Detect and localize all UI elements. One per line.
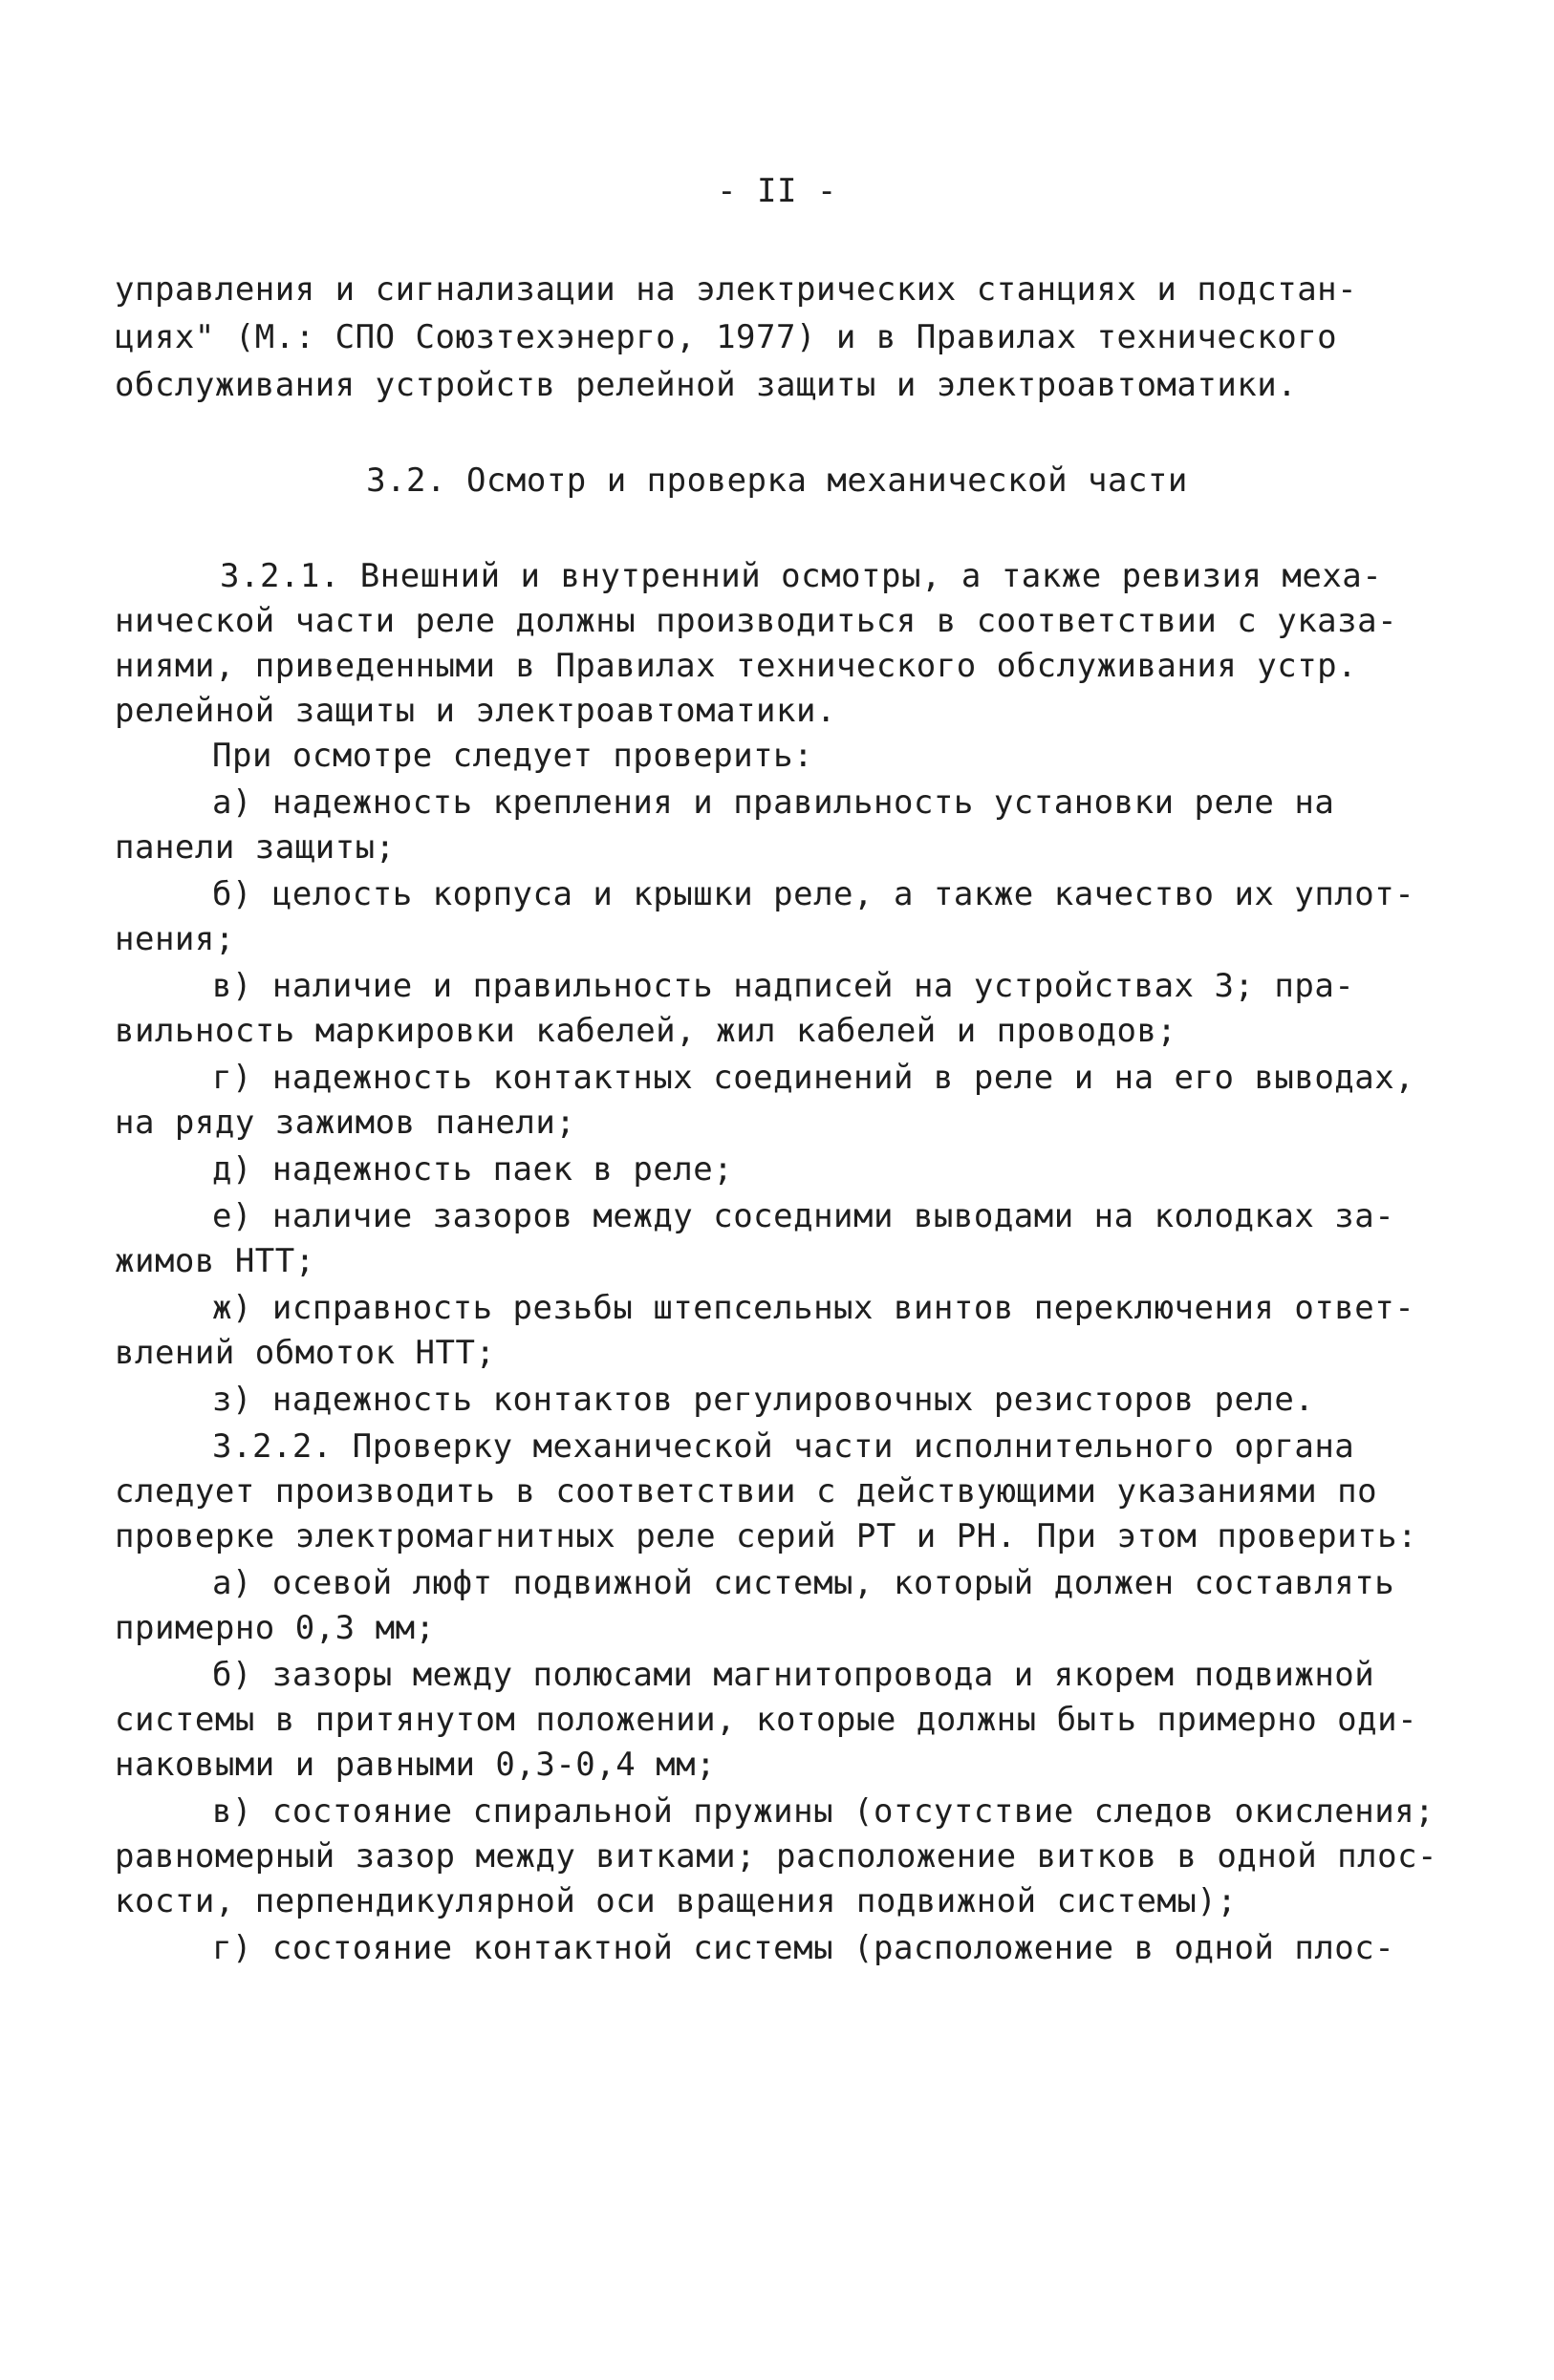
check-item-b-cont-2: наковыми и равными 0,3-0,4 мм;	[115, 1746, 717, 1784]
inspection-item-v-cont: вильность маркировки кабелей, жил кабелей и проводов;	[115, 1012, 1177, 1050]
inspection-item-b-cont: нения;	[115, 920, 235, 958]
inspection-item-v: в) наличие и правильность надписей на устройствах 3; пра-	[212, 967, 1355, 1005]
clause-321-line-3: ниями, приведенными в Правилах технического обслуживания устр.	[115, 647, 1358, 685]
clause-322-line-2: следует производить в соответствии с действующими указаниями по	[115, 1472, 1378, 1511]
intro-line-2: циях" (М.: СПО Союзтехэнерго, 1977) и в Правилах технического	[115, 318, 1338, 356]
inspection-item-b: б) целость корпуса и крышки реле, а также качество их уплот-	[212, 875, 1415, 913]
intro-line-1: управления и сигнализации на электрических станциях и подстан-	[115, 270, 1358, 309]
clause-322-line-1: 3.2.2. Проверку механической части исполнительного органа	[212, 1427, 1355, 1466]
page-number: - II -	[717, 172, 837, 210]
clause-322-line-3: проверке электромагнитных реле серий РТ и РН. При этом проверить:	[115, 1517, 1418, 1555]
intro-line-3: обслуживания устройств релейной защиты и электроавтоматики.	[115, 366, 1298, 404]
check-item-a: а) осевой люфт подвижной системы, который должен составлять	[212, 1564, 1395, 1602]
check-item-v-cont-2: кости, перпендикулярной оси вращения подвижной системы);	[115, 1882, 1238, 1920]
check-item-v-cont-1: равномерный зазор между витками; расположение витков в одной плос-	[115, 1837, 1438, 1876]
check-item-a-cont: примерно 0,3 мм;	[115, 1609, 436, 1647]
check-item-g: г) состояние контактной системы (расположение в одной плос-	[212, 1929, 1395, 1967]
clause-321-line-2: нической части реле должны производиться в соответствии с указа-	[115, 602, 1398, 640]
check-item-b-cont-1: системы в притянутом положении, которые должны быть примерно оди-	[115, 1701, 1418, 1739]
inspection-item-zh-cont: влений обмоток НТТ;	[115, 1334, 496, 1372]
inspection-item-g-cont: на ряду зажимов панели;	[115, 1104, 576, 1142]
clause-321-line-4: релейной защиты и электроавтоматики.	[115, 692, 836, 730]
inspection-item-a-cont: панели защиты;	[115, 828, 396, 867]
inspection-item-e-cont: жимов НТТ;	[115, 1242, 315, 1280]
check-item-b: б) зазоры между полюсами магнитопровода и якорем подвижной	[212, 1656, 1375, 1694]
clause-321-line-1: 3.2.1. Внешний и внутренний осмотры, а также ревизия меха-	[220, 557, 1383, 595]
inspection-item-e: е) наличие зазоров между соседними выводами на колодках за-	[212, 1197, 1395, 1235]
inspection-item-a: а) надежность крепления и правильность установки реле на	[212, 783, 1335, 822]
inspection-item-z: з) надежность контактов регулировочных резисторов реле.	[212, 1381, 1315, 1419]
section-heading: 3.2. Осмотр и проверка механической части	[366, 461, 1188, 500]
inspection-item-zh: ж) исправность резьбы штепсельных винтов переключения ответ-	[212, 1289, 1415, 1327]
check-item-v: в) состояние спиральной пружины (отсутствие следов окисления;	[212, 1792, 1435, 1831]
inspection-intro: При осмотре следует проверить:	[212, 737, 814, 775]
inspection-item-d: д) надежность паек в реле;	[212, 1150, 734, 1189]
inspection-item-g: г) надежность контактных соединений в реле и на его выводах,	[212, 1059, 1415, 1097]
